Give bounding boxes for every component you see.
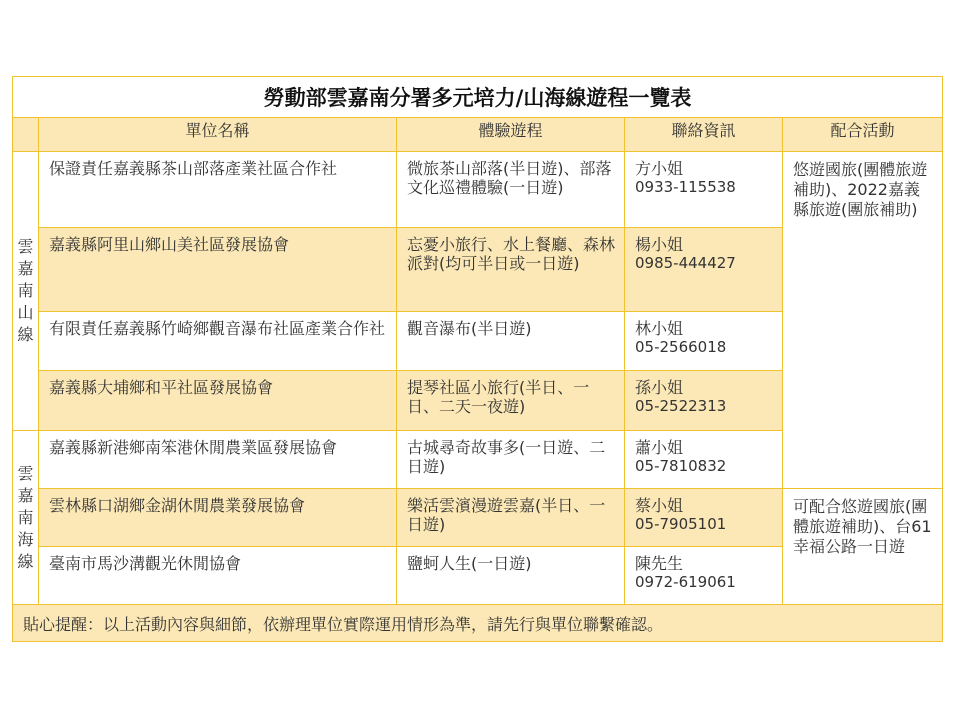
experience-itinerary: 觀音瀑布(半日遊) — [397, 312, 625, 371]
table-row — [13, 489, 943, 547]
table-title: 勞動部雲嘉南分署多元培力/山海線遊程一覽表 — [13, 77, 943, 118]
contact-info — [625, 371, 783, 431]
itinerary-table — [12, 76, 943, 642]
contact-name: 楊小姐 — [635, 235, 684, 254]
experience-itinerary: 忘憂小旅行、水上餐廳、森林派對(均可半日或一日遊) — [397, 228, 625, 312]
header-experience: 體驗遊程 — [397, 118, 625, 152]
region-sea-line: 雲 嘉 南 海 線 — [13, 431, 39, 605]
header-unit: 單位名稱 — [39, 118, 397, 152]
contact-name: 蔡小姐 — [635, 496, 684, 515]
contact-phone: 05-2566018 — [635, 338, 727, 356]
contact-phone: 05-7905101 — [635, 515, 727, 533]
table-row — [13, 152, 943, 228]
activity-group-2: 可配合悠遊國旅(團體旅遊補助)、台61幸福公路一日遊 — [783, 489, 943, 605]
experience-itinerary: 樂活雲濱漫遊雲嘉(半日、一日遊) — [397, 489, 625, 547]
contact-info — [625, 152, 783, 228]
contact-phone: 0933-115538 — [635, 178, 736, 196]
contact-info — [625, 312, 783, 371]
header-row — [13, 118, 943, 152]
unit-name: 有限責任嘉義縣竹崎鄉觀音瀑布社區產業合作社 — [39, 312, 397, 371]
unit-name: 雲林縣口湖鄉金湖休閒農業發展協會 — [39, 489, 397, 547]
activity-group-1: 悠遊國旅(團體旅遊補助)、2022嘉義縣旅遊(團旅補助) — [783, 152, 943, 489]
contact-name: 孫小姐 — [635, 378, 684, 397]
contact-name: 蕭小姐 — [635, 438, 684, 457]
header-corner — [13, 118, 39, 152]
experience-itinerary: 微旅茶山部落(半日遊)、部落文化巡禮體驗(一日遊) — [397, 152, 625, 228]
contact-phone: 0985-444427 — [635, 254, 736, 272]
contact-name: 方小姐 — [635, 159, 684, 178]
experience-itinerary: 鹽蚵人生(一日遊) — [397, 547, 625, 605]
contact-phone: 0972-619061 — [635, 573, 736, 591]
contact-info — [625, 547, 783, 605]
unit-name: 嘉義縣新港鄉南笨港休閒農業區發展協會 — [39, 431, 397, 489]
reminder-note: 貼心提醒：以上活動內容與細節，依辦理單位實際運用情形為準，請先行與單位聯繫確認。 — [13, 605, 943, 642]
unit-name: 保證責任嘉義縣茶山部落產業社區合作社 — [39, 152, 397, 228]
contact-info — [625, 228, 783, 312]
experience-itinerary: 提琴社區小旅行(半日、一日、二天一夜遊) — [397, 371, 625, 431]
contact-info — [625, 489, 783, 547]
header-contact: 聯絡資訊 — [625, 118, 783, 152]
unit-name: 嘉義縣阿里山鄉山美社區發展協會 — [39, 228, 397, 312]
contact-phone: 05-7810832 — [635, 457, 727, 475]
contact-name: 林小姐 — [635, 319, 684, 338]
contact-phone: 05-2522313 — [635, 397, 727, 415]
contact-name: 陳先生 — [635, 554, 684, 573]
contact-info — [625, 431, 783, 489]
unit-name: 臺南市馬沙溝觀光休閒協會 — [39, 547, 397, 605]
region-mountain-line: 雲 嘉 南 山 線 — [13, 152, 39, 431]
header-activity: 配合活動 — [783, 118, 943, 152]
unit-name: 嘉義縣大埔鄉和平社區發展協會 — [39, 371, 397, 431]
experience-itinerary: 古城尋奇故事多(一日遊、二日遊) — [397, 431, 625, 489]
